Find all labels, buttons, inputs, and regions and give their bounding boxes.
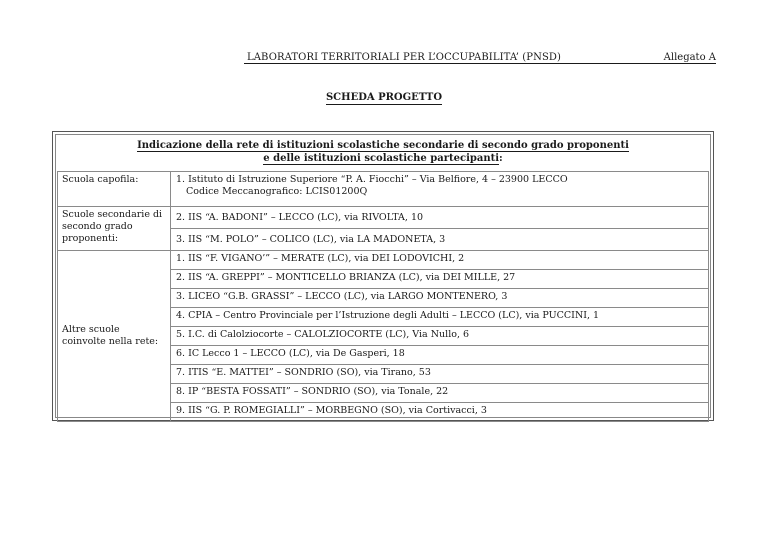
lead-school-label: Scuola capofila: bbox=[58, 172, 171, 207]
box-intro bbox=[52, 139, 714, 165]
network-school-item: 4. CPIA – Centro Provinciale per l’Istruzione degli Adulti – LECCO (LC), via PUCCINI, 1 bbox=[171, 308, 709, 327]
table-row-lead bbox=[58, 172, 709, 207]
header-title: LABORATORI TERRITORIALI PER L’OCCUPABILITA’ (PNSD) bbox=[247, 52, 562, 63]
lead-school-line-1: 1. Istituto di Istruzione Superiore “P. A. Fiocchi” – Via Belfiore, 4 – 23900 LECCO bbox=[176, 174, 568, 185]
proposing-schools-label: Scuole secondarie di secondo grado proponenti: bbox=[58, 207, 171, 251]
lead-school-line-2: Codice Meccanografico: LCIS01200Q bbox=[186, 186, 368, 197]
network-school-item: 9. IIS “G. P. ROMEGIALLI” – MORBEGNO (SO), via Cortivacci, 3 bbox=[171, 403, 709, 422]
network-school-item: 2. IIS “A. GREPPI” – MONTICELLO BRIANZA (LC), via DEI MILLE, 27 bbox=[171, 270, 709, 289]
document-title-text: SCHEDA PROGETTO bbox=[325, 92, 443, 103]
schools-table bbox=[57, 171, 709, 422]
table-row-proposing-1 bbox=[58, 207, 709, 229]
network-school-item: 6. IC Lecco 1 – LECCO (LC), via De Gasperi, 18 bbox=[171, 346, 709, 365]
network-school-item: 8. IP “BESTA FOSSATI” – SONDRIO (SO), via Tonale, 22 bbox=[171, 384, 709, 403]
intro-line-1-text: Indicazione della rete di istituzioni scolastiche secondarie di secondo grado proponenti bbox=[137, 140, 629, 151]
proposing-school-item: 3. IIS “M. POLO” – COLICO (LC), via LA MADONETA, 3 bbox=[171, 229, 709, 251]
proposing-school-item: 2. IIS “A. BADONI” – LECCO (LC), via RIVOLTA, 10 bbox=[171, 207, 709, 229]
intro-colon: : bbox=[499, 153, 503, 164]
network-schools-label: Altre scuole coinvolte nella rete: bbox=[58, 251, 171, 422]
document-title bbox=[0, 92, 768, 103]
header-attachment-label: Allegato A bbox=[663, 52, 716, 63]
table-row-network-1 bbox=[58, 251, 709, 270]
intro-line-2 bbox=[52, 152, 714, 165]
intro-line-1 bbox=[52, 139, 714, 152]
network-school-item: 7. ITIS “E. MATTEI” – SONDRIO (SO), via Tirano, 53 bbox=[171, 365, 709, 384]
network-school-item: 5. I.C. di Calolziocorte – CALOLZIOCORTE (LC), Via Nullo, 6 bbox=[171, 327, 709, 346]
lead-school-cell bbox=[171, 172, 709, 207]
network-school-item: 3. LICEO “G.B. GRASSI” – LECCO (LC), via LARGO MONTENERO, 3 bbox=[171, 289, 709, 308]
network-school-item: 1. IIS “F. VIGANO’” – MERATE (LC), via DEI LODOVICHI, 2 bbox=[171, 251, 709, 270]
intro-line-2-text: e delle istituzioni scolastiche partecipanti bbox=[263, 153, 500, 164]
